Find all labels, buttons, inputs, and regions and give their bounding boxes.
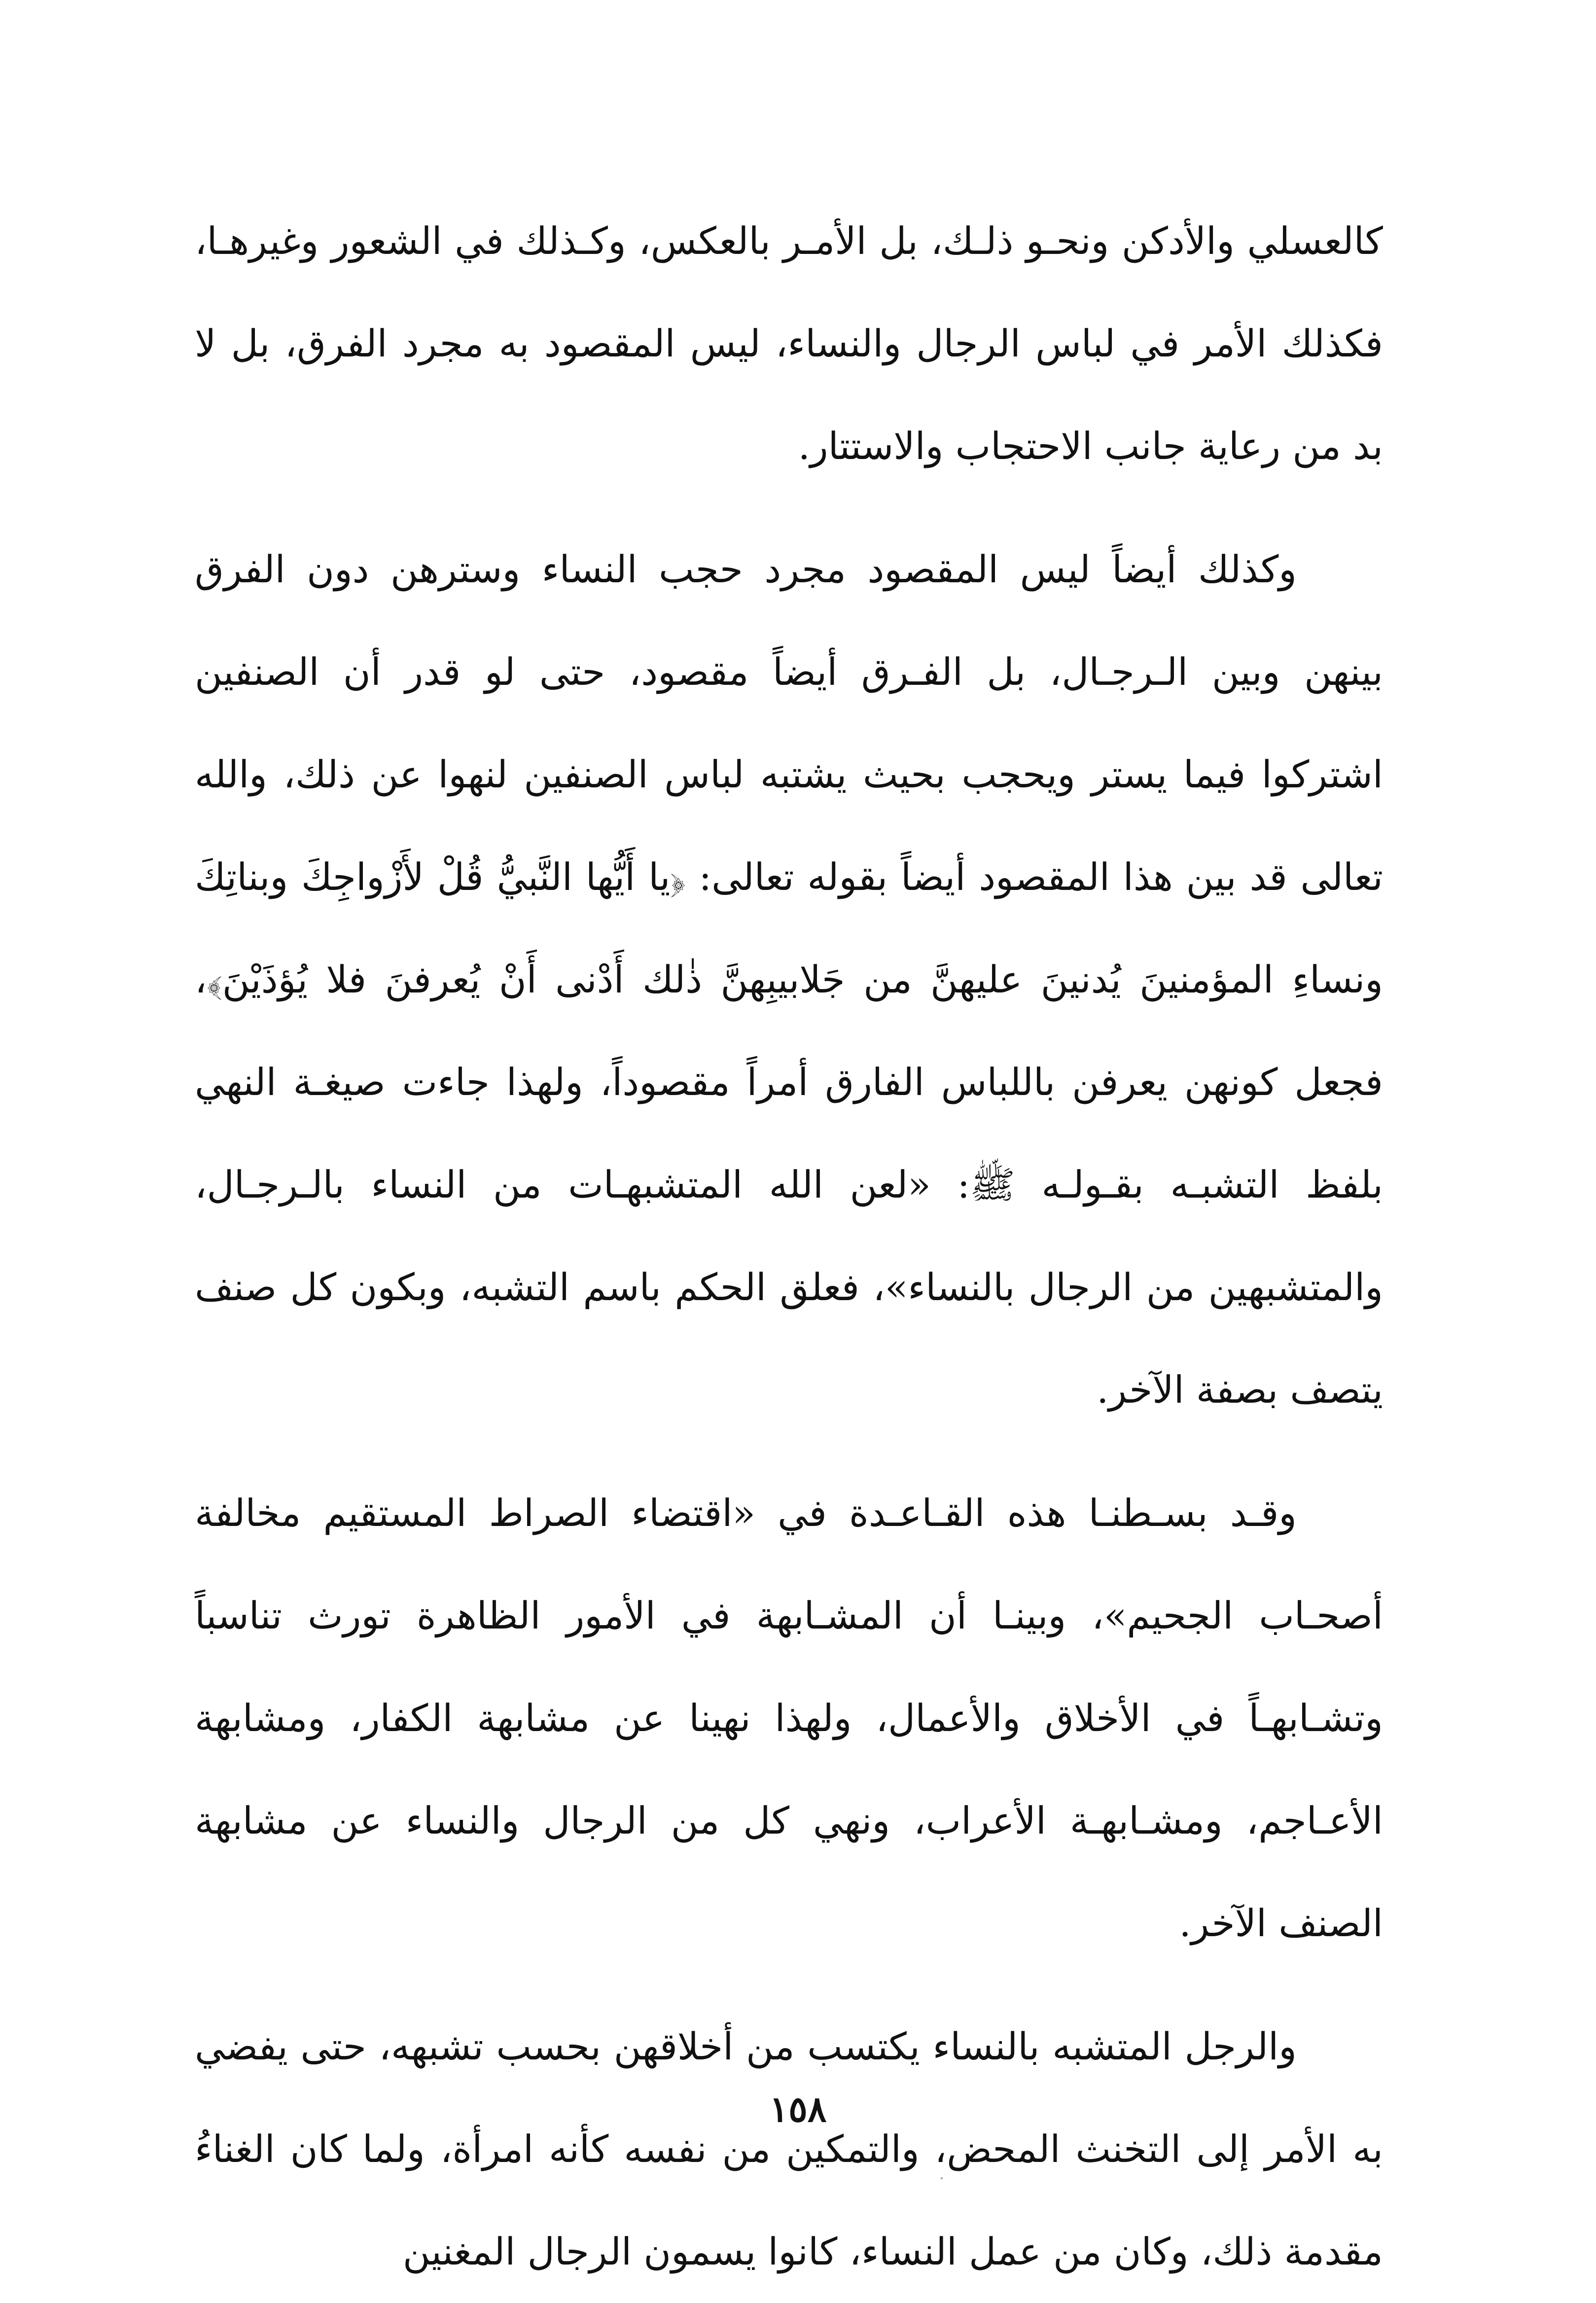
paragraph-4: والرجل المتشبه بالنساء يكتسب من أخلاقهن بحسب تشبهه، حتى يفضي به الأمر إلى التخنث المحض، والتمكين من نفسه كأنه امرأة، ولما كان الغناءُ مقدمة ذلك، وكان من عمل النساء، كانوا يسمون الرجال المغنين — [195, 2024, 1383, 2273]
page-number: ١٥٨ — [769, 2088, 827, 2130]
body-text — [195, 190, 1383, 2303]
scan-speck — [941, 2177, 943, 2179]
paragraph-3: وقـد بسـطنـا هذه القـاعـدة في «اقتضاء الصراط المستقيم مخالفة أصحـاب الجحيم»، وبينـا أن المشـابهة في الأمور الظاهرة تورث تناسباً وتشـابهـاً في الأخلاق والأعمال، ولهذا نهينا عن مشابهة الكفار، ومشابهة الأعـاجم، ومشـابهـة الأعراب، ونهي كل من الرجال والنساء عن مشابهة الصنف الآخر. — [195, 1491, 1383, 1945]
paragraph-2: وكذلك أيضاً ليس المقصود مجرد حجب النساء وسترهن دون الفرق بينهن وبين الـرجـال، بل الفـرق أيضاً مقصود، حتى لو قدر أن الصنفين اشتركوا فيما يستر ويحجب بحيث يشتبه لباس الصنفين لنهوا عن ذلك، والله تعالى قد بين هذا المقصود أيضاً بقوله تعالى: ﴿يا أَيُّها النَّبيُّ قُلْ لأَزْواجِكَ وبناتِكَ ونساءِ المؤمنينَ يُدنينَ عليهنَّ من جَلابيبِهنَّ ذٰلك أَدْنى أَنْ يُعرفنَ فلا يُؤذَيْنَ﴾، فجعل كونهن يعرفن باللباس الفارق أمراً مقصوداً، ولهذا جاءت صيغـة النهي بلفظ التشبـه بقـولـه ﷺ: «لعن الله المتشبهـات من النساء بالـرجـال، والمتشبهين من الرجال بالنساء»، فعلق الحكم باسم التشبه، وبكون كل صنف يتصف بصفة الآخر. — [195, 547, 1383, 1412]
paragraph-1: كالعسلي والأدكن ونحـو ذلـك، بل الأمـر بالعكس، وكـذلك في الشعور وغيرهـا، فكذلك الأمر في لباس الرجال والنساء، ليس المقصود به مجرد الفرق، بل لا بد من رعاية جانب الاحتجاب والاستتار. — [195, 219, 1383, 468]
